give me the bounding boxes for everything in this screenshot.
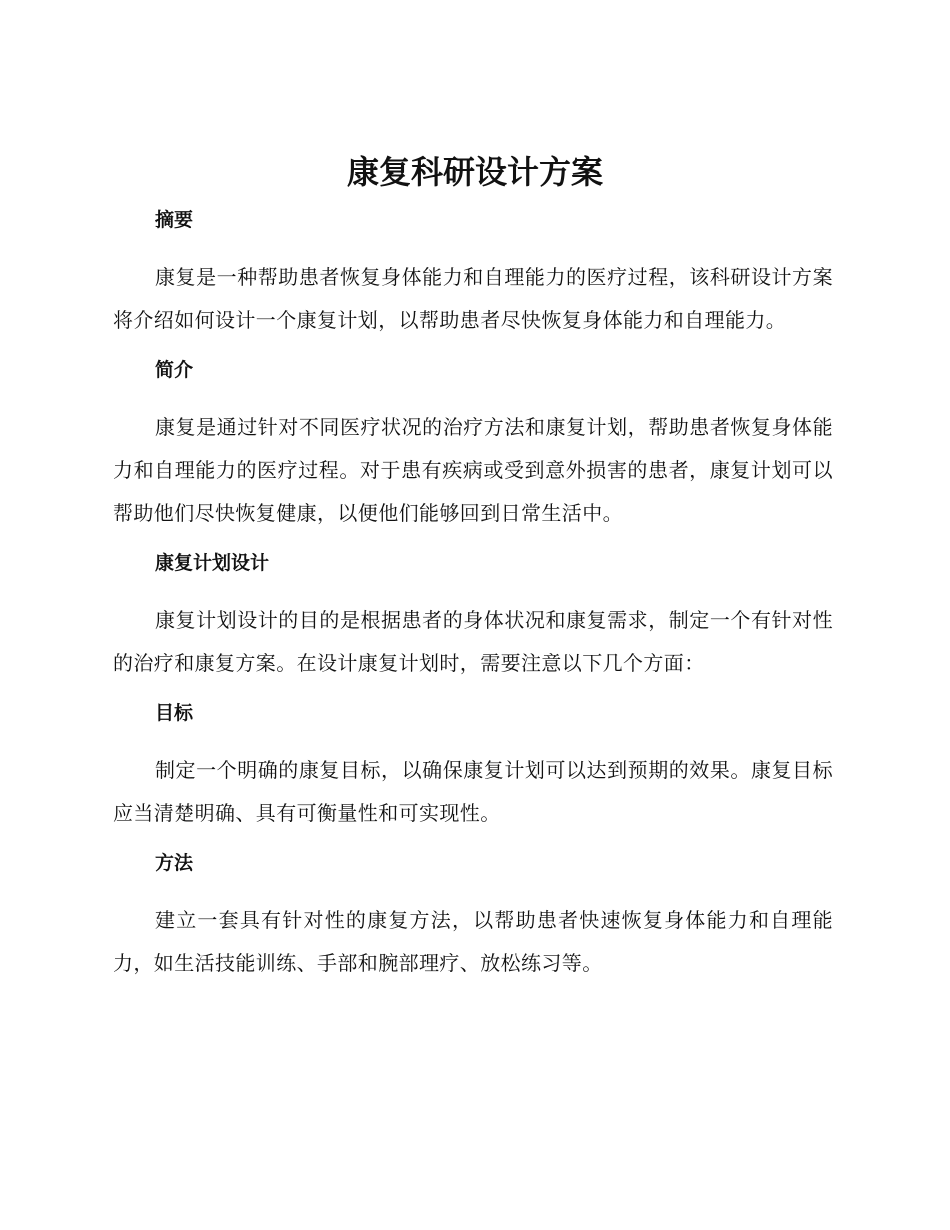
section-introduction [113, 350, 833, 535]
section-goals [113, 693, 833, 835]
document-title: 康复科研设计方案 [346, 153, 603, 191]
section-heading: 目标 [155, 702, 194, 724]
section-plan-design [113, 543, 833, 685]
section-paragraph: 康复是通过针对不同医疗状况的治疗方法和康复计划，帮助患者恢复身体能力和自理能力的医疗过程。对于患有疾病或受到意外损害的患者，康复计划可以帮助他们尽快恢复健康，以便他们能够回到日常生活中。 [113, 415, 833, 525]
section-methods [113, 843, 833, 985]
section-paragraph: 康复是一种帮助患者恢复身体能力和自理能力的医疗过程，该科研设计方案将介绍如何设计一个康复计划，以帮助患者尽快恢复身体能力和自理能力。 [113, 265, 833, 332]
section-paragraph: 康复计划设计的目的是根据患者的身体状况和康复需求，制定一个有针对性的治疗和康复方案。在设计康复计划时，需要注意以下几个方面： [113, 608, 833, 675]
section-paragraph: 建立一套具有针对性的康复方法，以帮助患者快速恢复身体能力和自理能力，如生活技能训练、手部和腕部理疗、放松练习等。 [113, 908, 833, 975]
section-paragraph: 制定一个明确的康复目标，以确保康复计划可以达到预期的效果。康复目标应当清楚明确、具有可衡量性和可实现性。 [113, 758, 833, 825]
document-body [113, 200, 833, 993]
section-heading: 摘要 [155, 209, 194, 231]
section-heading: 简介 [155, 359, 194, 381]
section-heading: 方法 [155, 852, 194, 874]
section-abstract [113, 200, 833, 342]
section-heading: 康复计划设计 [155, 552, 270, 574]
